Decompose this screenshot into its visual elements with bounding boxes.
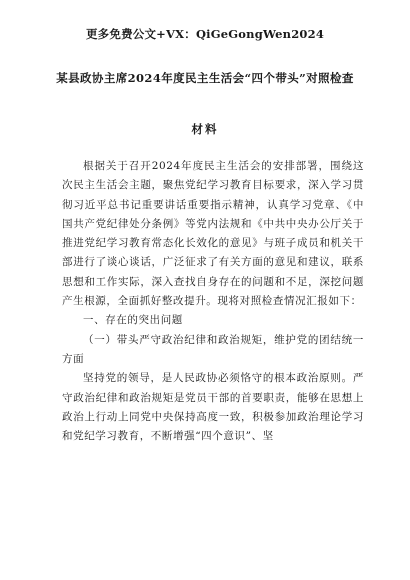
document-body bbox=[62, 157, 364, 446]
intro-paragraph: 根据关于召开2024年度民主生活会的安排部署，围绕这次民主生活会主题，聚焦党纪学习教育目标要求，深入学习贯彻习近平总书记重要讲话重要指示精神，认真学习党章、《中国共产党纪律处分条例》等党内法规和《中共中央办公厅关于推进党纪学习教育常态化长效化的意见》与班子成员和机关干部进行了谈心谈话，广泛征求了有关方面的意见和建议，联系思想和工作实际，深入查找自身存在的问题和不足，深挖问题产生根源，全面抓好整改提升。现将对照检查情况汇报如下： bbox=[62, 160, 364, 308]
section-heading: 一、存在的突出问题 bbox=[83, 314, 183, 327]
watermark-header: 更多免费公文+VX：QiGeGongWen2024 bbox=[85, 27, 325, 41]
subsection-heading: （一）带头严守政治纪律和政治规矩，维护党的团结统一方面 bbox=[62, 333, 364, 365]
body-paragraph: 坚持党的领导，是人民政协必须恪守的根本政治原则。严守政治纪律和政治规矩是党员干部的首要职责，能够在思想上政治上行动上同党中央保持高度一致，积极参加政治理论学习和党纪学习教育，不断增强“四个意识”、坚 bbox=[62, 372, 364, 443]
document-title-continued: 材料 bbox=[191, 122, 219, 136]
document-title: 某县政协主席2024年度民主生活会“四个带头”对照检查 bbox=[56, 71, 354, 85]
